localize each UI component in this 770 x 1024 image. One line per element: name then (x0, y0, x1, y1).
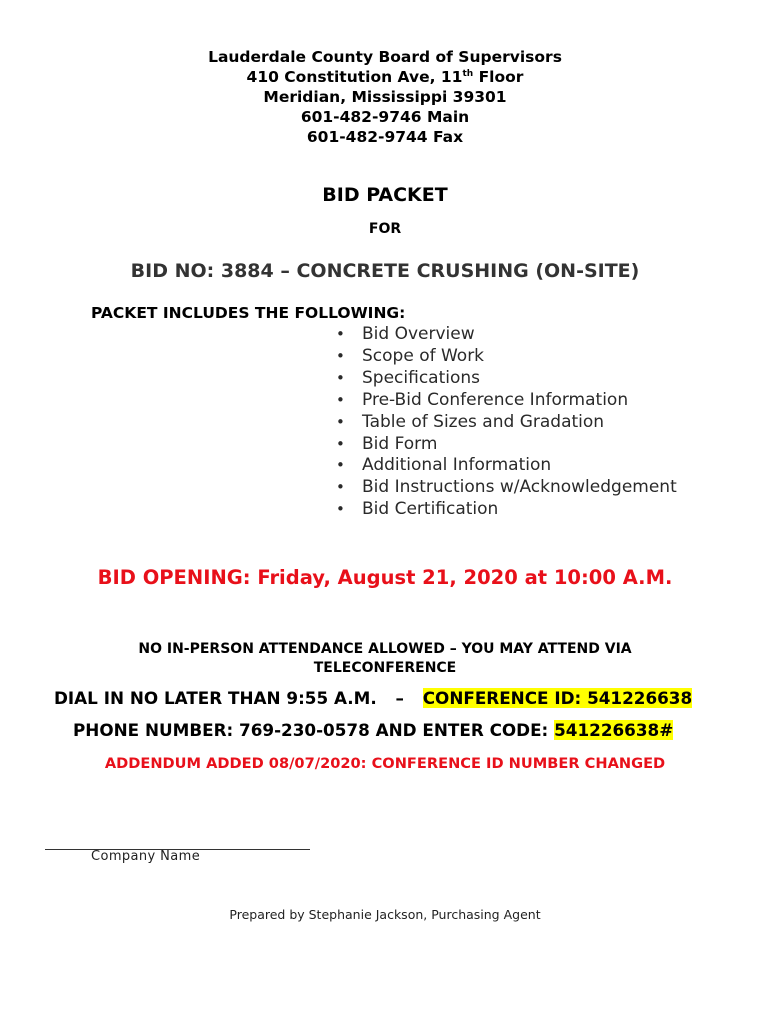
address-line (0, 67, 770, 87)
address-floor-word: Floor (473, 68, 524, 86)
fax-line: 601-482-9744 Fax (306, 128, 464, 146)
attendance-notice: NO IN-PERSON ATTENDANCE ALLOWED – YOU MAY ATTEND VIA TELECONFERENCE (138, 641, 632, 676)
bullet-icon: • (336, 346, 345, 365)
list-item-label: Bid Overview (362, 324, 475, 344)
list-item-label: Specifications (362, 367, 481, 388)
packet-title: BID PACKET (322, 184, 448, 206)
list-item (336, 499, 677, 521)
includes-label: PACKET INCLUDES THE FOLLOWING: (91, 304, 406, 322)
list-item-label: Table of Sizes and Gradation (362, 411, 605, 432)
address-street: 410 Constitution Ave, 11 (246, 68, 463, 86)
list-item (336, 324, 677, 346)
bullet-icon: • (336, 390, 345, 409)
dial-in-deadline: DIAL IN NO LATER THAN 9:55 A.M. (54, 688, 377, 708)
list-item (336, 412, 677, 434)
list-item-label: Additional Information (362, 455, 552, 476)
phone-number-text: PHONE NUMBER: 769-230-0578 AND ENTER CODE: (73, 720, 555, 740)
org-name: Lauderdale County Board of Supervisors (208, 48, 562, 66)
list-item-label: Bid Form (362, 433, 438, 454)
includes-list (336, 324, 677, 521)
city-line: Meridian, Mississippi 39301 (263, 88, 507, 106)
bid-opening-date: BID OPENING: Friday, August 21, 2020 at 10:00 A.M. (97, 566, 673, 589)
bullet-icon: • (336, 368, 345, 387)
prepared-by: Prepared by Stephanie Jackson, Purchasing Agent (229, 907, 541, 922)
document-header (0, 47, 770, 147)
bullet-icon: • (336, 478, 345, 497)
phone-main: 601-482-9746 Main (300, 108, 470, 126)
bullet-icon: • (336, 456, 345, 475)
list-item (336, 434, 677, 456)
dial-in-line (54, 688, 692, 708)
bid-number-title: BID NO: 3884 – CONCRETE CRUSHING (ON-SITE) (130, 260, 640, 282)
list-item (336, 477, 677, 499)
list-item-label: Pre-Bid Conference Information (362, 389, 629, 410)
entry-code-highlight: 541226638# (554, 720, 674, 740)
list-item (336, 368, 677, 390)
company-name-label: Company Name (91, 849, 201, 864)
list-item (336, 390, 677, 412)
bullet-icon: • (336, 412, 345, 431)
list-item (336, 455, 677, 477)
addendum-notice: ADDENDUM ADDED 08/07/2020: CONFERENCE ID NUMBER CHANGED (104, 755, 666, 772)
conference-id-highlight: CONFERENCE ID: 541226638 (422, 688, 693, 708)
phone-number-line (73, 720, 673, 740)
list-item (336, 346, 677, 368)
list-item-label: Bid Certification (362, 499, 499, 520)
bullet-icon: • (336, 500, 345, 519)
list-item-label: Bid Instructions w/Acknowledgement (362, 477, 677, 498)
for-label: FOR (368, 221, 402, 237)
address-floor-suffix: th (462, 68, 474, 79)
list-item-label: Scope of Work (362, 345, 485, 366)
bullet-icon: • (336, 325, 345, 343)
dash-separator: – (395, 688, 404, 708)
bullet-icon: • (336, 434, 345, 453)
